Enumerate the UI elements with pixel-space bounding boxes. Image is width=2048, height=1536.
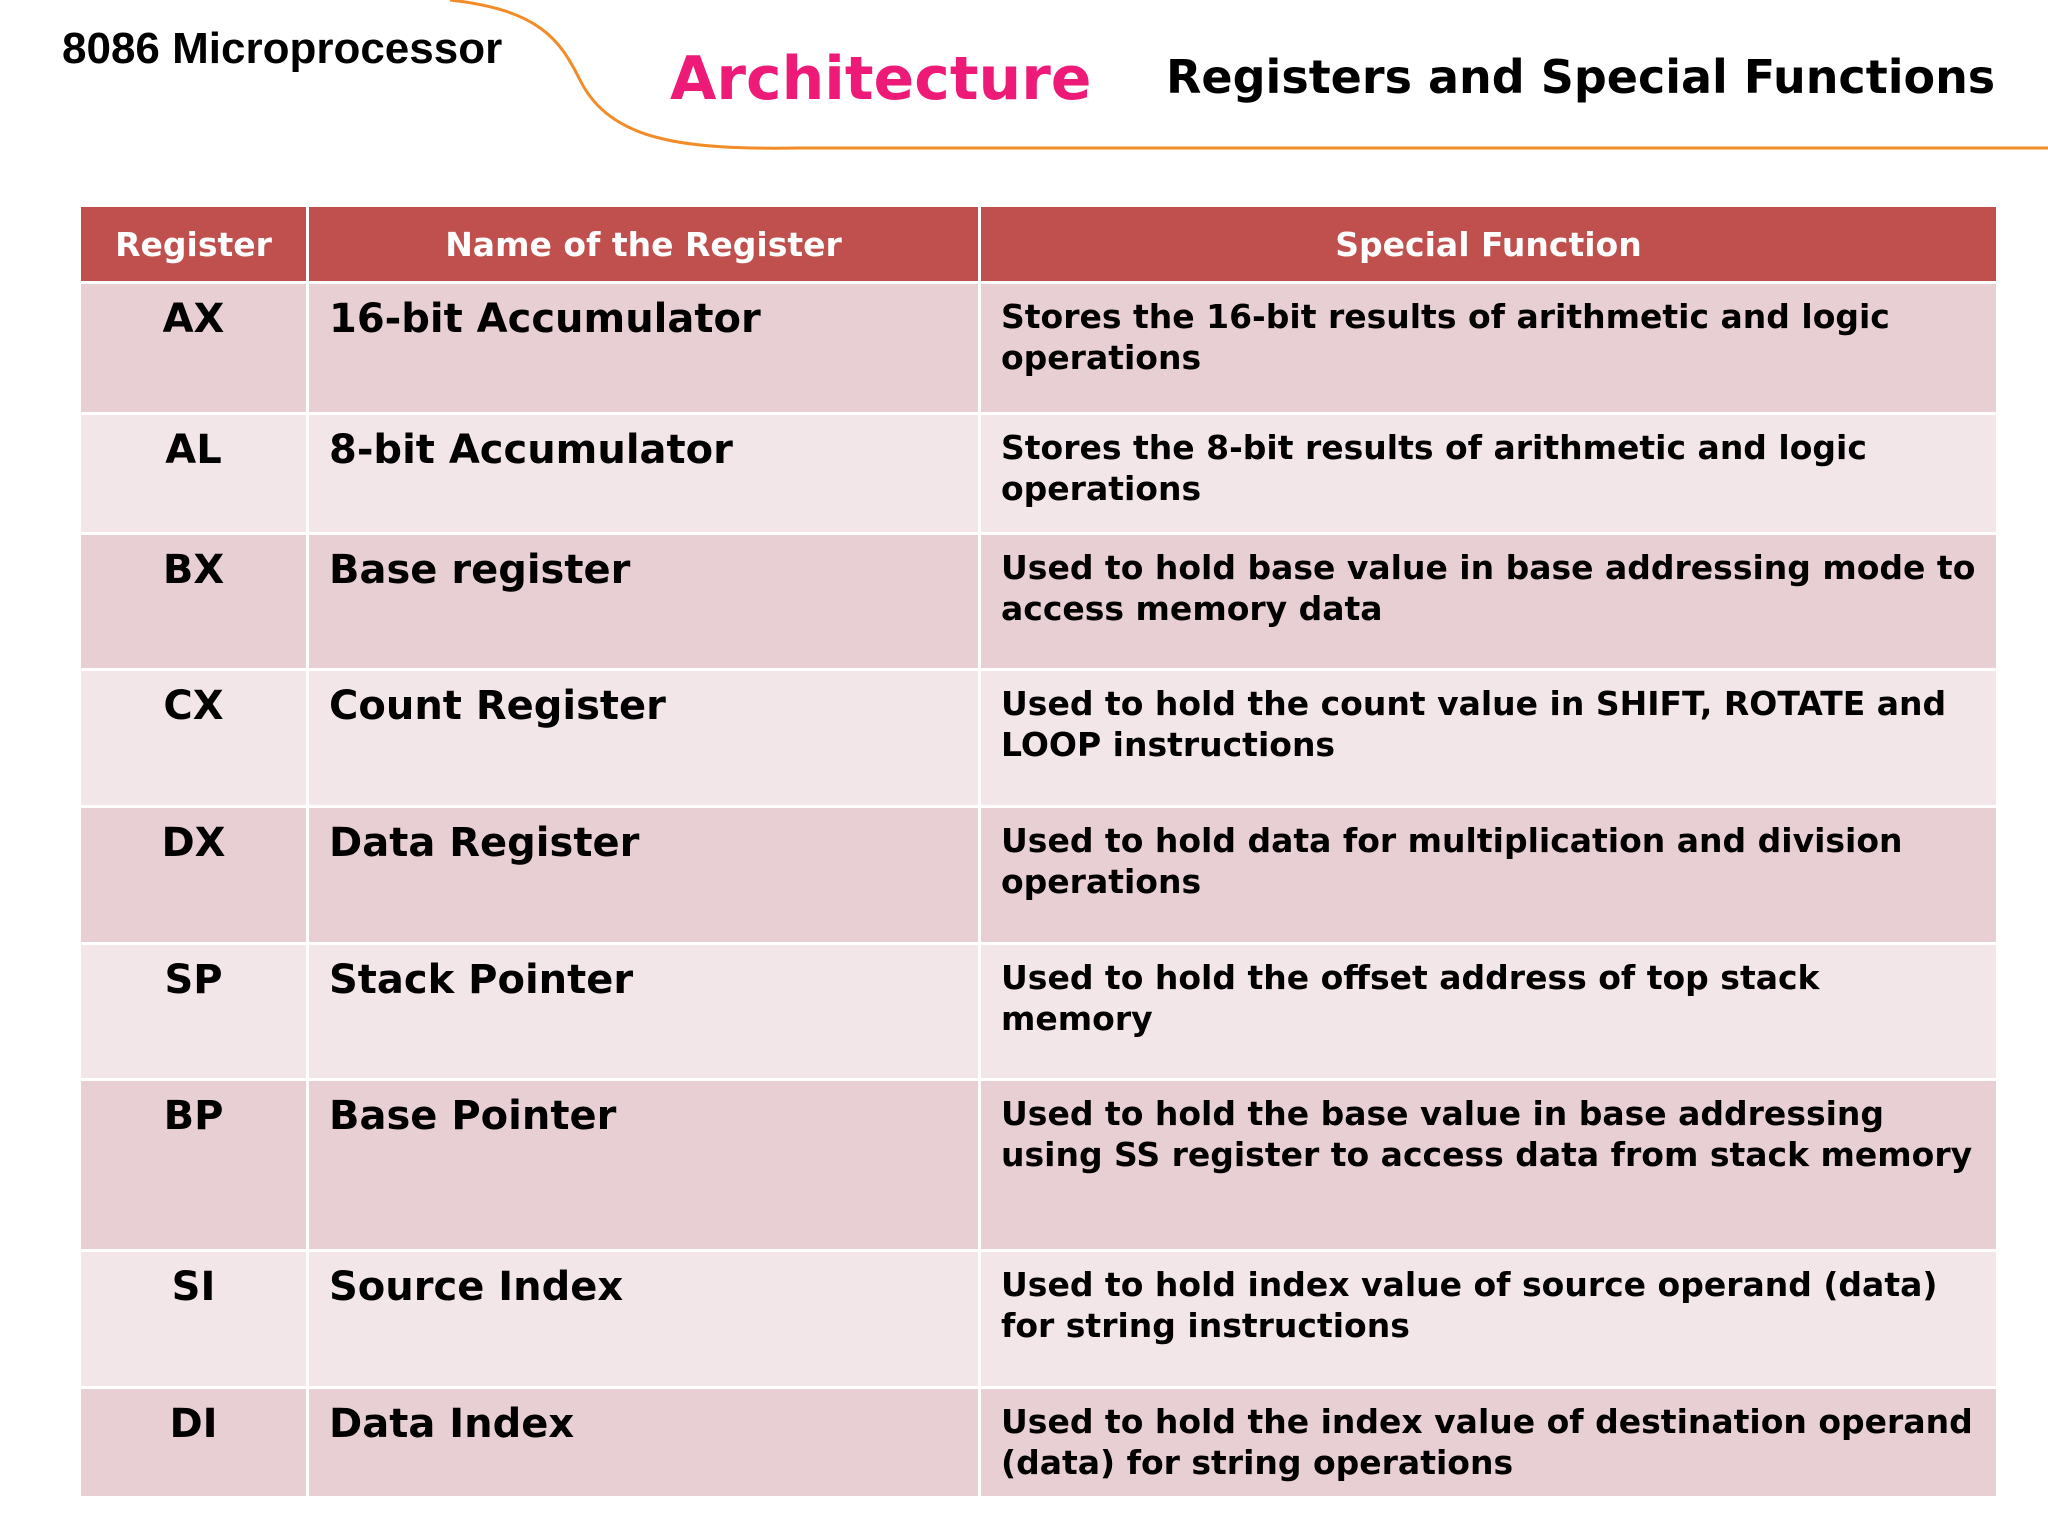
register-name: Base Pointer bbox=[308, 1080, 980, 1251]
register-name: 8-bit Accumulator bbox=[308, 414, 980, 534]
register-function: Used to hold the base value in base addressing using SS register to access data from stack memory bbox=[980, 1080, 1998, 1251]
register-code: SP bbox=[80, 944, 308, 1080]
register-name: 16-bit Accumulator bbox=[308, 283, 980, 414]
column-header-name: Name of the Register bbox=[308, 206, 980, 283]
register-name: Source Index bbox=[308, 1251, 980, 1388]
register-code: DX bbox=[80, 807, 308, 944]
table-row bbox=[80, 534, 1998, 670]
register-code: BX bbox=[80, 534, 308, 670]
course-label: 8086 Microprocessor bbox=[62, 24, 503, 73]
register-name: Stack Pointer bbox=[308, 944, 980, 1080]
slide-title: Registers and Special Functions bbox=[1166, 50, 1996, 104]
table-row bbox=[80, 414, 1998, 534]
register-name: Data Register bbox=[308, 807, 980, 944]
register-code: AX bbox=[80, 283, 308, 414]
register-function: Used to hold base value in base addressing mode to access memory data bbox=[980, 534, 1998, 670]
table-row bbox=[80, 283, 1998, 414]
register-code: AL bbox=[80, 414, 308, 534]
section-title: Architecture bbox=[670, 44, 1092, 114]
register-function: Used to hold the count value in SHIFT, ROTATE and LOOP instructions bbox=[980, 670, 1998, 807]
table-header-row bbox=[80, 206, 1998, 283]
register-function: Stores the 16-bit results of arithmetic and logic operations bbox=[980, 283, 1998, 414]
column-header-function: Special Function bbox=[980, 206, 1998, 283]
table-row bbox=[80, 670, 1998, 807]
registers-table bbox=[78, 204, 1999, 1499]
register-function: Used to hold data for multiplication and division operations bbox=[980, 807, 1998, 944]
register-code: SI bbox=[80, 1251, 308, 1388]
table-row bbox=[80, 807, 1998, 944]
register-name: Base register bbox=[308, 534, 980, 670]
table-row bbox=[80, 944, 1998, 1080]
table-row bbox=[80, 1251, 1998, 1388]
register-code: BP bbox=[80, 1080, 308, 1251]
register-name: Data Index bbox=[308, 1388, 980, 1498]
register-code: DI bbox=[80, 1388, 308, 1498]
register-function: Stores the 8-bit results of arithmetic and logic operations bbox=[980, 414, 1998, 534]
register-function: Used to hold the index value of destination operand (data) for string operations bbox=[980, 1388, 1998, 1498]
table-row bbox=[80, 1080, 1998, 1251]
column-header-register: Register bbox=[80, 206, 308, 283]
register-function: Used to hold index value of source operand (data) for string instructions bbox=[980, 1251, 1998, 1388]
register-name: Count Register bbox=[308, 670, 980, 807]
table-row bbox=[80, 1388, 1998, 1498]
register-function: Used to hold the offset address of top stack memory bbox=[980, 944, 1998, 1080]
register-code: CX bbox=[80, 670, 308, 807]
